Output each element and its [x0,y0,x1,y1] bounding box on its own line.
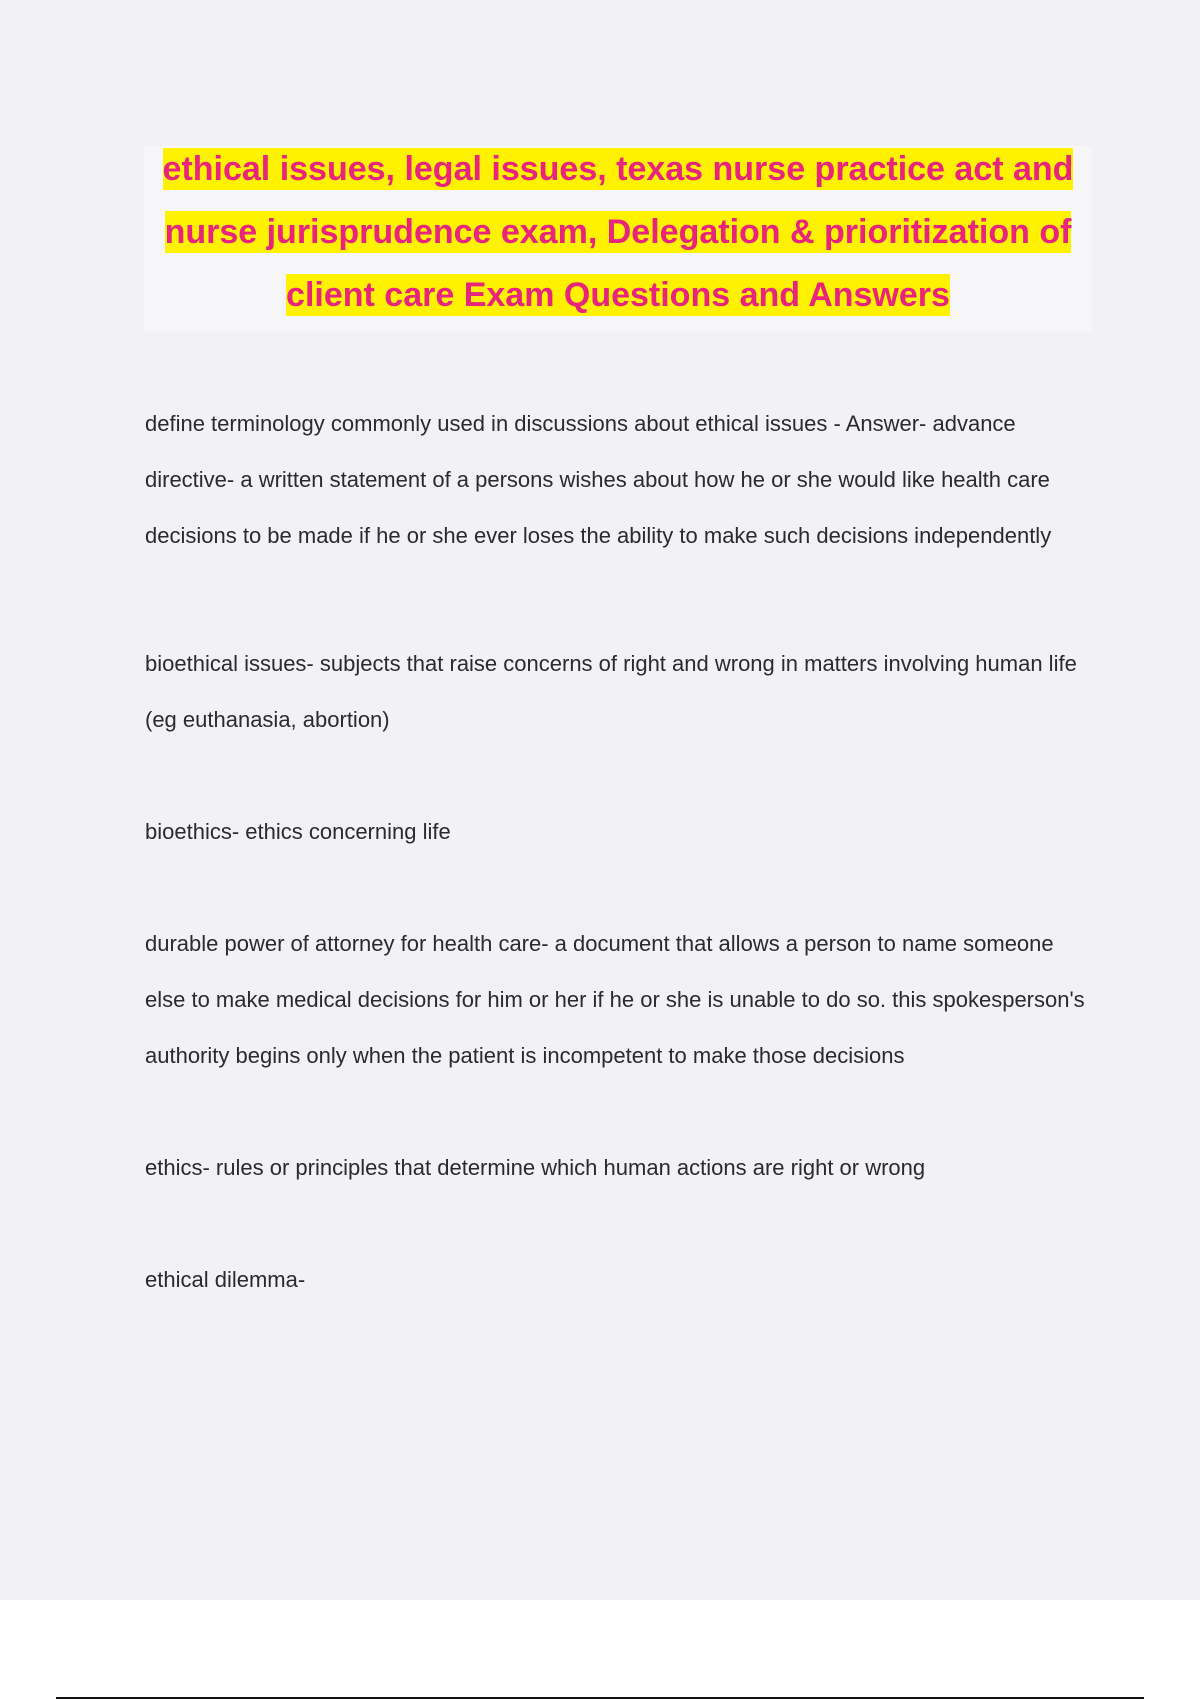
paragraph-ethics: ethics- rules or principles that determine which human actions are right or wrong [145,1155,926,1180]
paragraph-spacer [145,860,1085,916]
paragraph-advance-directive: define terminology commonly used in discussions about ethical issues - Answer- advance directive- a written statement of a persons wishes about how he or she would like health care decisions to be made if he or she ever loses the ability to make such decisions independently [145,411,1052,548]
paragraph-ethical-dilemma: ethical dilemma- [145,1267,306,1292]
document-title [144,138,1092,327]
paragraph-bioethics: bioethics- ethics concerning life [145,819,451,844]
paragraph-spacer [145,1196,1085,1252]
document-body [145,396,1085,1308]
paragraph-spacer [145,564,1085,636]
document-title-text: ethical issues, legal issues, texas nurse practice act and nurse jurisprudence exam, Delegation & prioritization of client care Exam Questions and Answers [162,150,1074,314]
paragraph-spacer [145,748,1085,804]
paragraph-spacer [145,1084,1085,1140]
paragraph-bioethical-issues: bioethical issues- subjects that raise concerns of right and wrong in matters involving human life (eg euthanasia, abortion) [145,651,1077,732]
page-divider [56,1697,1144,1699]
paragraph-durable-power-of-attorney: durable power of attorney for health care- a document that allows a person to name someone else to make medical decisions for him or her if he or she is unable to do so. this spokesperson's authority begins only when the patient is incompetent to make those decisions [145,931,1085,1068]
